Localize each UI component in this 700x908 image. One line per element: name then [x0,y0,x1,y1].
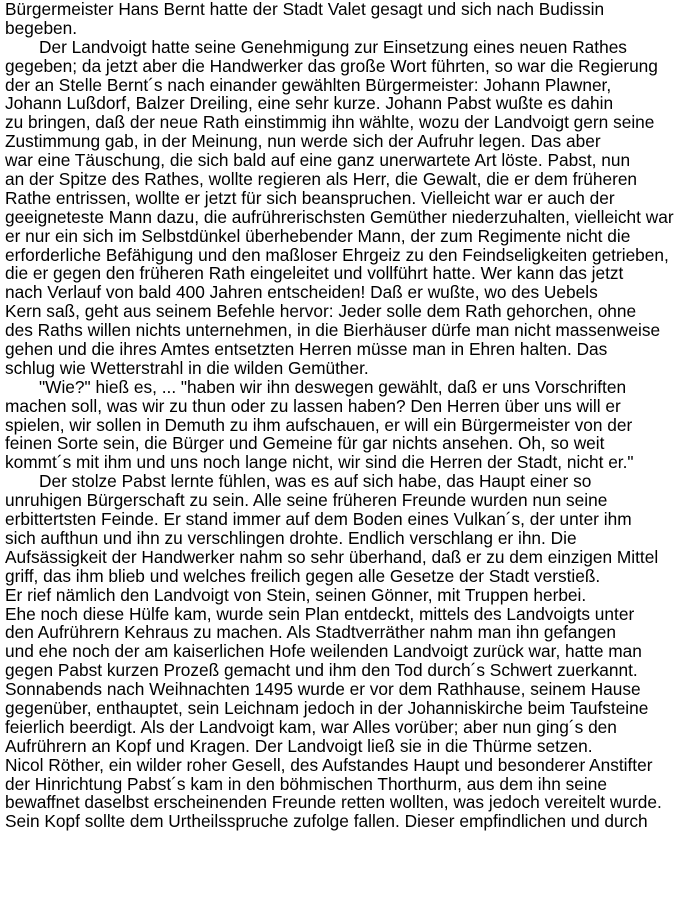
text-line: Zustimmung gab, in der Meinung, nun werde sich der Aufruhr legen. Das aber [5,131,601,152]
text-line: schlug wie Wetterstrahl in die wilden Gemüther. [5,357,369,378]
text-line: Aufsässigkeit der Handwerker nahm so sehr überhand, daß er zu dem einzigen Mittel [5,546,659,567]
text-line: begeben. [5,17,78,38]
text-line: an der Spitze des Rathes, wollte regieren als Herr, die Gewalt, die er dem früheren [5,169,638,190]
text-line: erbittertsten Feinde. Er stand immer auf dem Boden eines Vulkan´s, der unter ihm [5,509,632,530]
text-line: Rathe entrissen, wollte er jetzt für sich beanspruchen. Vielleicht war er auch der [5,187,615,208]
text-line: Der Landvoigt hatte seine Genehmigung zur Einsetzung eines neuen Rathes [39,36,627,57]
text-line: des Raths willen nichts unternehmen, in die Bierhäuser dürfe man nicht massenweise [5,320,661,341]
text-line: gegenüber, enthauptet, sein Leichnam jedoch in der Johanniskirche beim Taufsteine [5,697,649,718]
text-line: Bürgermeister Hans Bernt hatte der Stadt Valet gesagt und sich nach Budissin [5,0,605,19]
text-line: die er gegen den früheren Rath eingeleitet und vollführt hatte. Wer kann das jetzt [5,263,624,284]
text-line: Nicol Röther, ein wilder roher Gesell, des Aufstandes Haupt und besonderer Anstifter [5,754,653,775]
text-line: feierlich beerdigt. Als der Landvoigt kam, war Alles vorüber; aber nun ging´s den [5,716,617,737]
text-line: feinen Sorte sein, die Bürger und Gemeine für gar nichts ansehen. Oh, so weit [5,433,605,454]
text-line: "Wie?" hieß es, ... "haben wir ihn deswegen gewählt, daß er uns Vorschriften [39,376,627,397]
text-line: war eine Täuschung, die sich bald auf eine ganz unerwartete Art löste. Pabst, nun [5,150,631,171]
text-line: der Hinrichtung Pabst´s kam in den böhmischen Thorthurm, aus dem ihn seine [5,773,607,794]
text-line: gehen und die ihres Amtes entsetzten Herren müsse man in Ehren halten. Das [5,339,608,360]
text-line: zu bringen, daß der neue Rath einstimmig ihn wählte, wozu der Landvoigt gern seine [5,112,655,133]
text-line: der an Stelle Bernt´s nach einander gewählten Bürgermeister: Johann Plawner, [5,74,612,95]
text-line: griff, das ihm blieb und welches freilich gegen alle Gesetze der Stadt verstieß. [5,565,601,586]
text-line: geeigneteste Mann dazu, die aufrührerischsten Gemüther niederzuhalten, vielleicht war [5,206,674,227]
text-line: Ehe noch diese Hülfe kam, wurde sein Plan entdeckt, mittels des Landvoigts unter [5,603,635,624]
text-line: unruhigen Bürgerschaft zu sein. Alle seine früheren Freunde wurden nun seine [5,490,608,511]
text-line: Er rief nämlich den Landvoigt von Stein, seinen Gönner, mit Truppen herbei. [5,584,587,605]
text-line: sich aufthun und ihn zu verschlingen drohte. Endlich verschlang er ihn. Die [5,527,577,548]
text-line: und ehe noch der am kaiserlichen Hofe weilenden Landvoigt zurück war, hatte man [5,641,642,662]
document-page [5,0,695,831]
text-line: Der stolze Pabst lernte fühlen, was es auf sich habe, das Haupt einer so [39,471,592,492]
text-line: nach Verlauf von bald 400 Jahren entscheiden! Daß er wußte, wo des Uebels [5,282,598,303]
text-line: Aufrührern an Kopf und Kragen. Der Landvoigt ließ sie in die Thürme setzen. [5,735,593,756]
text-line: Johann Lußdorf, Balzer Dreiling, eine sehr kurze. Johann Pabst wußte es dahin [5,93,614,114]
text-line: Sonnabends nach Weihnachten 1495 wurde er vor dem Rathhause, seinem Hause [5,679,641,700]
text-line: Kern saß, geht aus seinem Befehle hervor: Jeder solle dem Rath gehorchen, ohne [5,301,637,322]
text-line: erforderliche Befähigung und den maßloser Ehrgeiz zu den Feindseligkeiten getrieben, [5,244,669,265]
text-line: gegeben; da jetzt aber die Handwerker das große Wort führten, so war die Regierung [5,55,658,76]
text-line: machen soll, was wir zu thun oder zu lassen haben? Den Herren über uns will er [5,395,621,416]
text-line: gegen Pabst kurzen Prozeß gemacht und ihm den Tod durch´s Schwert zuerkannt. [5,660,638,681]
text-line: spielen, wir sollen in Demuth zu ihm aufschauen, er will ein Bürgermeister von der [5,414,633,435]
text-line: kommt´s mit ihm und uns noch lange nicht, wir sind die Herren der Stadt, nicht er." [5,452,634,473]
text-line: den Aufrührern Kehraus zu machen. Als Stadtverräther nahm man ihn gefangen [5,622,616,643]
text-line: er nur ein sich im Selbstdünkel überhebender Mann, der zum Regimente nicht die [5,225,631,246]
text-line: bewaffnet daselbst erscheinenden Freunde retten wollten, was jedoch vereitelt wurde. [5,792,662,813]
text-line: Sein Kopf sollte dem Urtheilsspruche zufolge fallen. Dieser empfindlichen und durch [5,811,648,832]
